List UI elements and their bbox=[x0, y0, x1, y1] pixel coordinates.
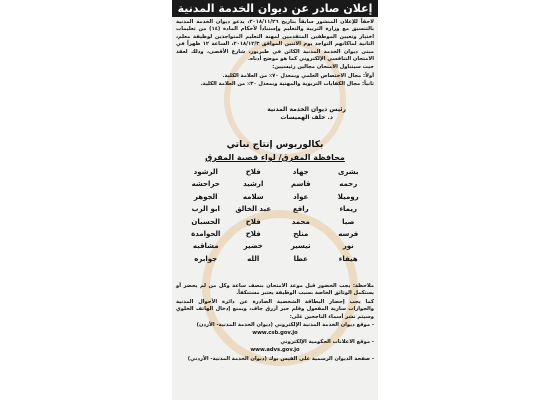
list-item: ريماء رافع عبد الخالق ابو الرب bbox=[191, 205, 358, 214]
announcement-title: إعلان صادر عن ديوان الخدمة المدنية bbox=[172, 0, 378, 17]
names-list bbox=[182, 166, 372, 265]
list-item: بشرى جهاد فلاح الرشود bbox=[193, 168, 359, 176]
list-item: هيفاء عطا الله جوابره bbox=[194, 254, 358, 263]
signature-title: رئيس ديوان الخدمة المدنية bbox=[267, 106, 346, 113]
list-item: نور تيسير خضير مشاقبه bbox=[192, 242, 354, 251]
website-url: www.advs.gov.jo bbox=[250, 347, 300, 354]
signature-block bbox=[267, 106, 346, 122]
note-paragraph: كما يجب إحضار البطاقة الشخصية الصادرة عن دائرة الأحوال المدنية والجوازات سارية المفعول وقلم حبر أزرق جاف، ويمنع إدخال الهاتف الخلوي وسيتم نشر أسماء الناجحين على: bbox=[176, 298, 374, 320]
list-item: روميلا عواد سلامه الجوهر bbox=[193, 192, 359, 201]
list-item: فرسه منلح فلاح الحوامدة bbox=[191, 230, 359, 239]
list-item: رحمه قاسم ارشيد حراحشه bbox=[191, 180, 358, 189]
body-paragraph: أولاً: مجال الاختصاص العلمي وبمعدل ٧٠٪ من العلامة الكلية. bbox=[222, 72, 374, 79]
note-paragraph: - موقع ديوان الخدمة المدنية الإلكتروني (ديوان الخدمة المدنية- الأردن) bbox=[196, 322, 374, 329]
note-paragraph: - موقع الاعلانات الحكومية الإلكتروني bbox=[280, 338, 374, 345]
announcement-body bbox=[176, 19, 374, 90]
note-paragraph: - صفحة الديوان الرسمية على الفيس بوك (ديوان الخدمة المدنية- الأردني) bbox=[187, 355, 374, 362]
list-item: صبا محمد فلاح الحسبان bbox=[191, 217, 355, 226]
notes-section bbox=[176, 283, 374, 364]
website-url: www.csb.gov.jo bbox=[252, 330, 298, 337]
section-title: بكالوريوس إنتاج نباتي bbox=[226, 140, 324, 150]
section-subtitle: محافظة المفرق/ لواء قصبة المفرق bbox=[205, 153, 345, 162]
body-paragraph: حيث سيتناول الامتحان مجالين رئيسيين: bbox=[272, 64, 374, 71]
newspaper-clipping bbox=[172, 0, 378, 400]
note-paragraph: ملاحظة: يجب الحضور قبل موعد الامتحان بنصف ساعة وكل من لم يحضر أو يستكمل الوثائق الخاصة بسبب الوظيفة يعتبر مستنكفاً. bbox=[176, 283, 374, 297]
body-paragraph: لاحقاً للإعلان المنشور سابقاً بتاريخ ٢٠١٨/١١/٢٦، يدعو ديوان الخدمة المدنية بالتنسيق مع وزارة التربية والتعليم وإستناداً لأحكام المادة (١٤) من تعليمات اختيار وتعيين الموظفين المتقدمين لمهنة التعليم المتواجدين لوظيفة معلم، الثانية لماكانهم التواجد يوم الاثنين الموافق ٢٠١٨/١٢/٣، الساعة ١٢ ظهراً في مبنى ديوان الخدمة المدنية الكائن في طبربور، شارع الأقصى، وذلك لعقد الامتحان التنافسي الإلكتروني كما هو موضح أدناه. bbox=[176, 19, 374, 63]
body-paragraph: ثانياً: مجال الكفايات التربوية والمهنية وبمعدل ٣٠٪ من العلامة الكلية. bbox=[200, 81, 374, 88]
signature-name: د. خلف الهميسات bbox=[280, 114, 333, 121]
